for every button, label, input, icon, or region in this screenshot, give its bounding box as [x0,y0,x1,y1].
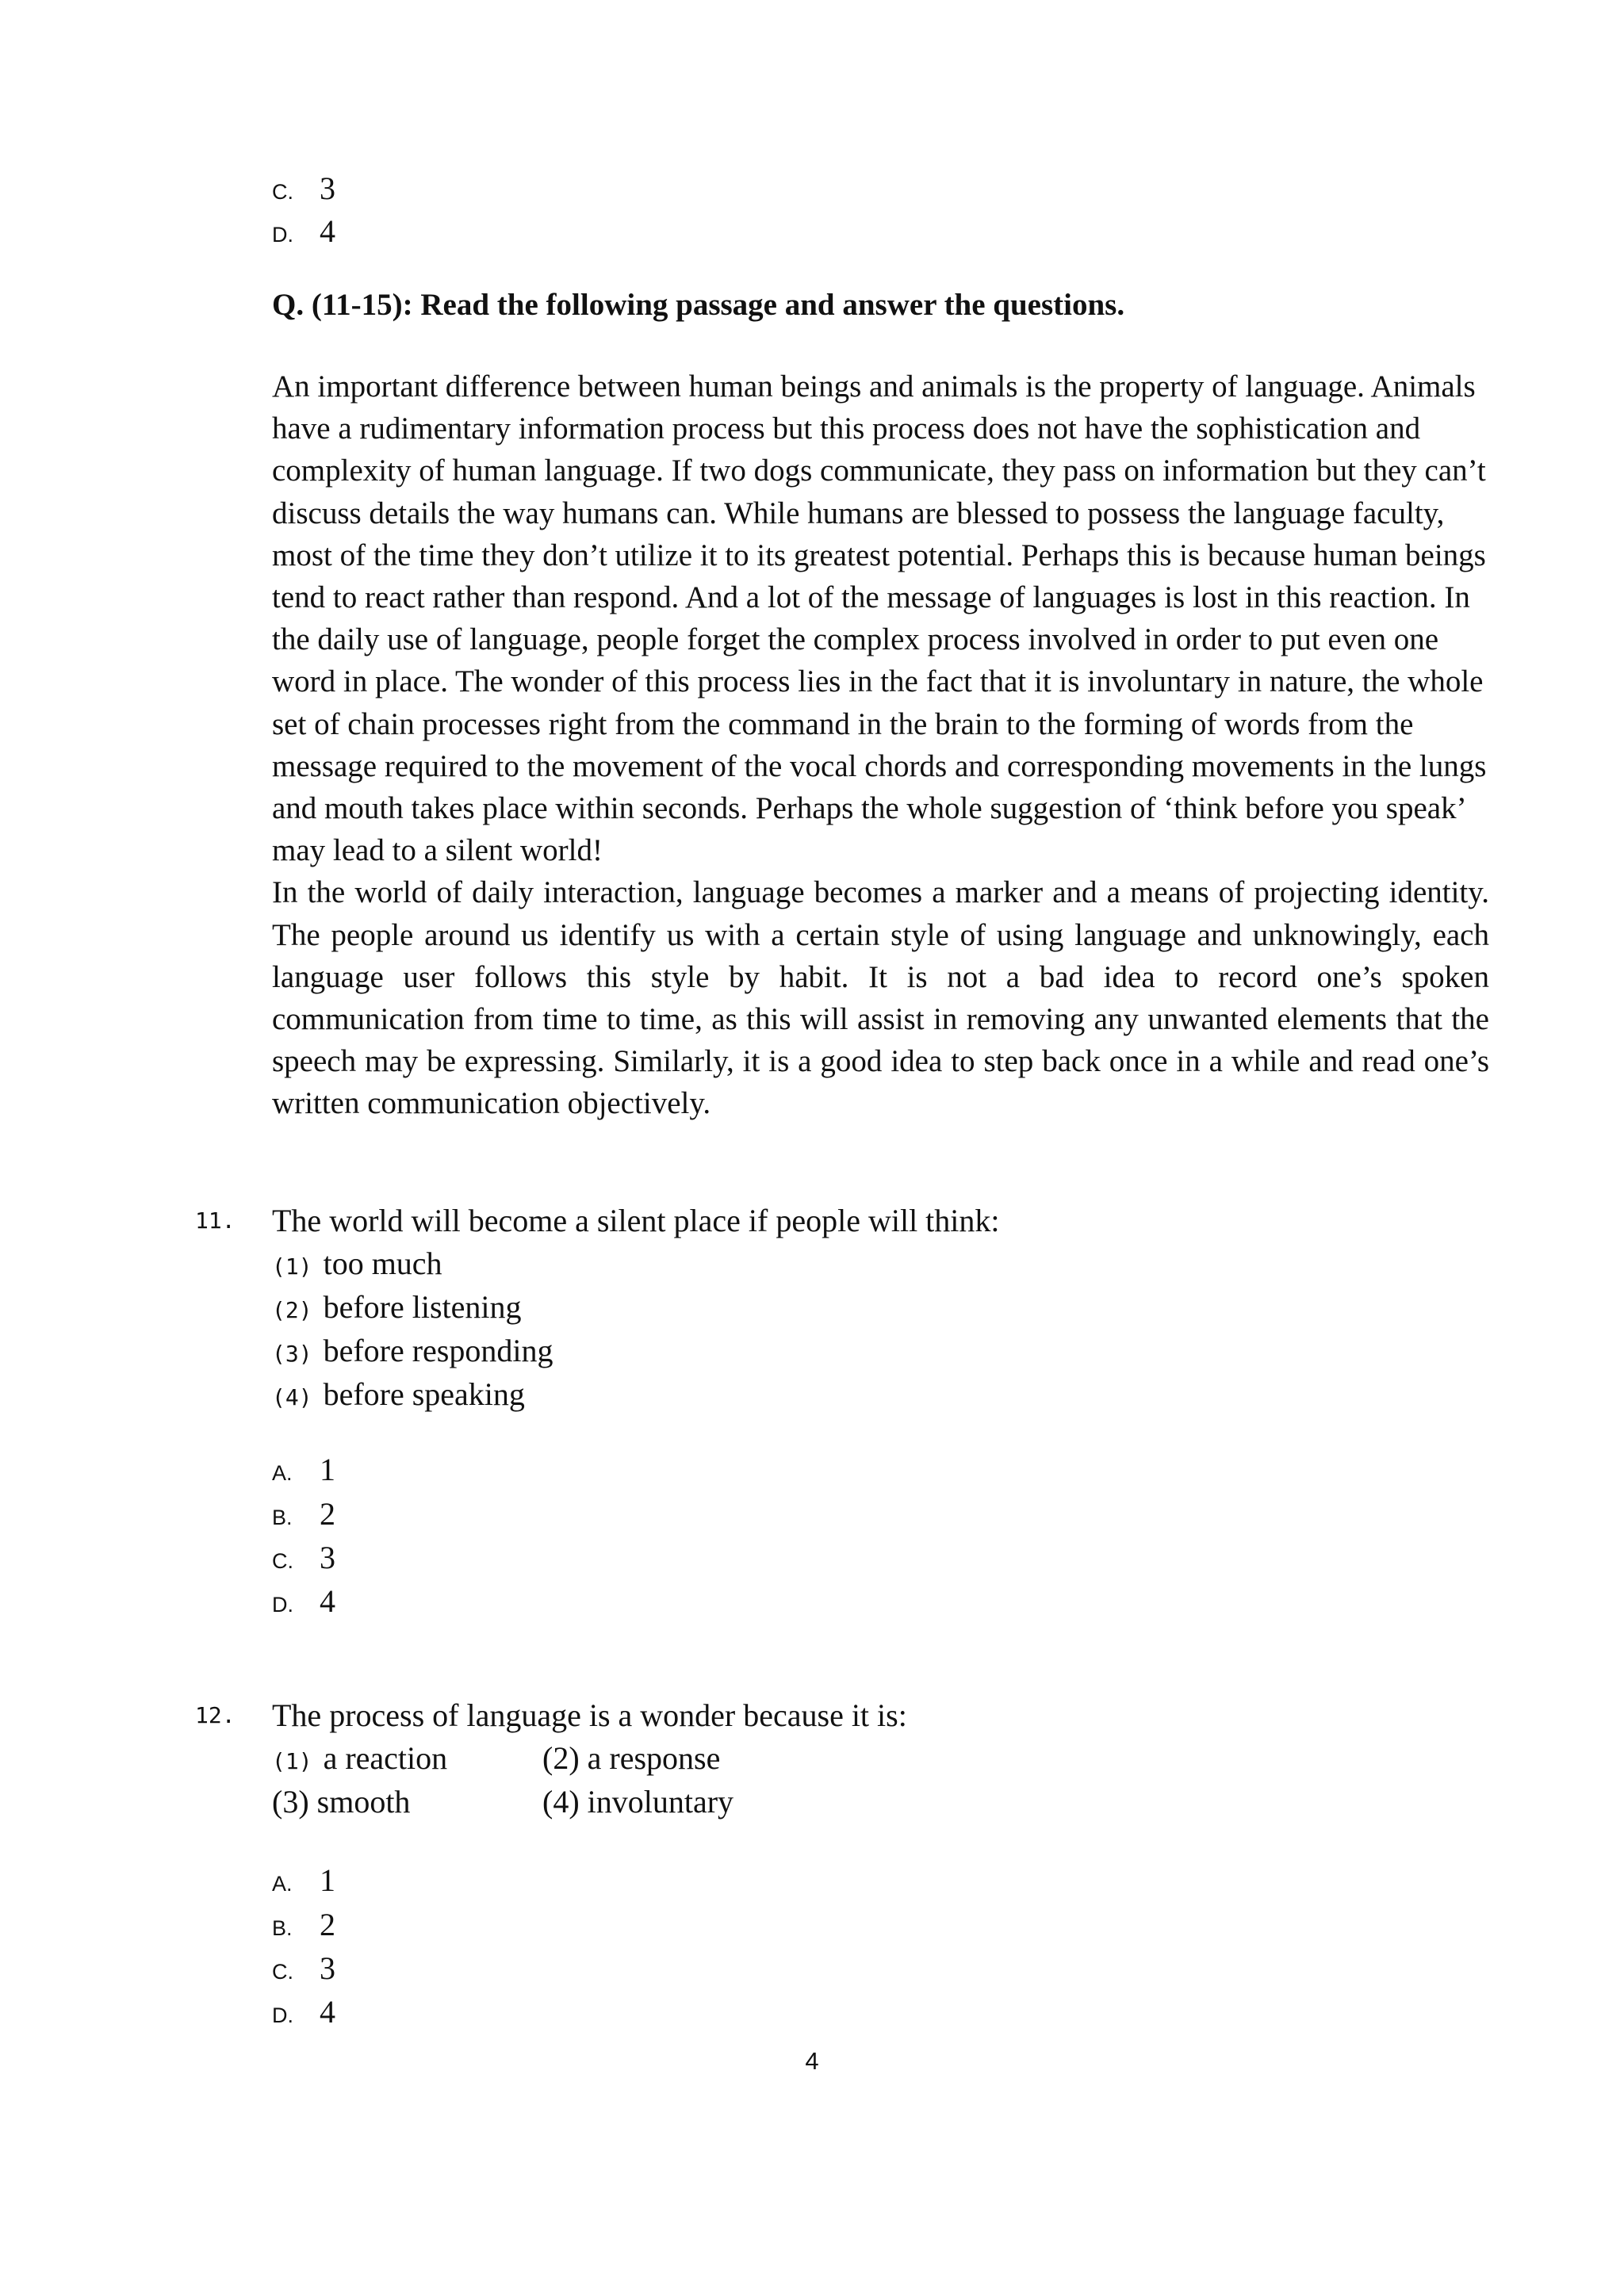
option-value: 4 [320,1994,335,2030]
option-label: D. [272,223,293,247]
prev-option-d[interactable] [272,209,335,254]
choice-label: (3) [272,1784,309,1820]
question-11-choice-2 [272,1285,522,1329]
option-label: D. [272,2003,293,2027]
question-11-choice-1 [272,1242,442,1285]
question-11-choice-3 [272,1329,553,1372]
choice-text: a reaction [323,1740,448,1776]
question-12-number: 12. [195,1702,236,1728]
choice-label: (2) [272,1297,312,1323]
question-11-choice-4 [272,1372,525,1416]
choice-text: smooth [316,1784,411,1820]
question-12-option-a[interactable] [272,1858,335,1903]
option-value: 2 [320,1907,335,1942]
option-value: 2 [320,1496,335,1532]
question-11-option-c[interactable] [272,1536,335,1580]
option-value: 3 [320,170,335,206]
page-number: 4 [805,2047,819,2075]
choice-label: (1) [272,1253,312,1280]
question-12-choice-1 [272,1736,447,1780]
question-11-option-a[interactable] [272,1448,335,1492]
option-value: 3 [320,1950,335,1986]
choice-text: a response [587,1740,721,1776]
option-label: A. [272,1872,293,1896]
question-11-option-b[interactable] [272,1492,335,1536]
question-12-choice-2 [542,1736,720,1780]
choice-label: (4) [542,1784,580,1820]
question-12-choice-3 [272,1780,410,1823]
choice-text: too much [323,1246,442,1281]
choice-text: involuntary [587,1784,734,1820]
option-label: C. [272,180,293,204]
question-12-text: The process of language is a wonder because it is: [272,1697,907,1733]
choice-text: before listening [323,1289,522,1325]
question-12-option-c[interactable] [272,1946,335,1991]
option-label: B. [272,1916,293,1940]
option-value: 1 [320,1452,335,1487]
question-11-option-d[interactable] [272,1579,335,1624]
prev-option-c[interactable] [272,166,335,211]
question-11-text: The world will become a silent place if people will think: [272,1203,1000,1238]
choice-label: (2) [542,1740,580,1776]
choice-label: (4) [272,1384,312,1410]
option-value: 4 [320,1583,335,1619]
section-heading: Q. (11-15): Read the following passage and answer the questions. [272,288,1125,322]
option-value: 4 [320,213,335,249]
reading-passage [272,365,1489,1125]
option-label: B. [272,1506,293,1529]
choice-label: (1) [272,1748,312,1774]
option-label: C. [272,1549,293,1573]
passage-paragraph-2: In the world of daily interaction, language becomes a marker and a means of projecting identity. The people around us identify us with a certain style of using language and unknowingly, each language user follows this style by habit. It is not a bad idea to record one’s spoken communication from time to time, as this will assist in removing any unwanted elements that the speech may be expressing. Similarly, it is a good idea to step back once in a while and read one’s written communication objectively. [272,875,1489,1121]
passage-paragraph-1: An important difference between human beings and animals is the property of language. Animals have a rudimentary information process but this process does not have the sophistication and complexity of human language. If two dogs communicate, they pass on information but they can’t discuss details the way humans can. While humans are blessed to possess the language faculty, most of the time they don’t utilize it to its greatest potential. Perhaps this is because human beings tend to react rather than respond. And a lot of the message of languages is lost in this reaction. In the daily use of language, people forget the complex process involved in order to put even one word in place. The wonder of this process lies in the fact that it is involuntary in nature, the whole set of chain processes right from the command in the brain to the forming of words from the message required to the movement of the vocal chords and corresponding movements in the lungs and mouth takes place within seconds. Perhaps the whole suggestion of ‘think before you speak’ may lead to a silent world! [272,369,1487,868]
question-12-option-d[interactable] [272,1990,335,2034]
option-value: 3 [320,1540,335,1575]
question-12-option-b[interactable] [272,1903,335,1947]
choice-label: (3) [272,1341,312,1367]
option-label: C. [272,1960,293,1984]
question-12-choice-4 [542,1780,733,1823]
question-11-number: 11. [195,1207,236,1234]
choice-text: before speaking [323,1376,525,1412]
option-label: A. [272,1461,293,1485]
option-label: D. [272,1593,293,1617]
choice-text: before responding [323,1333,553,1368]
option-value: 1 [320,1862,335,1898]
